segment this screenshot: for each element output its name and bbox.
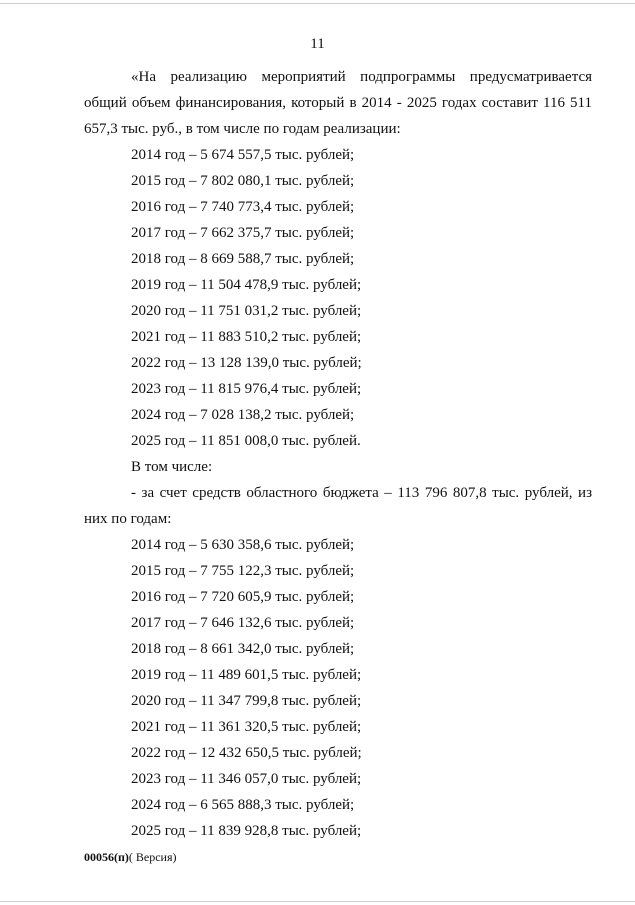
list-item: 2019 год – 11 504 478,9 тыс. рублей;	[131, 277, 362, 293]
list-item: 2024 год – 7 028 138,2 тыс. рублей;	[131, 407, 355, 423]
list-item: 2023 год – 11 815 976,4 тыс. рублей;	[131, 381, 362, 397]
years-total-list	[84, 142, 592, 454]
document-version: ( Версия)	[128, 850, 177, 864]
list-item: 2016 год – 7 740 773,4 тыс. рублей;	[131, 199, 355, 215]
list-item: 2025 год – 11 839 928,8 тыс. рублей;	[131, 823, 362, 839]
list-item: 2017 год – 7 646 132,6 тыс. рублей;	[131, 615, 355, 631]
document-footer	[84, 850, 177, 865]
list-item: 2017 год – 7 662 375,7 тыс. рублей;	[131, 225, 355, 241]
regional-budget-paragraph: - за счет средств областного бюджета – 113 796 807,8 тыс. рублей, из них по годам:	[84, 485, 592, 527]
scan-bottom-edge	[0, 901, 635, 902]
years-regional-list	[84, 532, 592, 844]
list-item: 2021 год – 11 361 320,5 тыс. рублей;	[131, 719, 362, 735]
list-item: 2022 год – 12 432 650,5 тыс. рублей;	[131, 745, 362, 761]
list-item: 2020 год – 11 751 031,2 тыс. рублей;	[131, 303, 362, 319]
scan-top-edge	[0, 3, 635, 4]
list-item: 2015 год – 7 755 122,3 тыс. рублей;	[131, 563, 355, 579]
list-item: 2022 год – 13 128 139,0 тыс. рублей;	[131, 355, 362, 371]
list-item: 2019 год – 11 489 601,5 тыс. рублей;	[131, 667, 362, 683]
list-item: 2025 год – 11 851 008,0 тыс. рублей.	[131, 433, 361, 449]
list-item: 2020 год – 11 347 799,8 тыс. рублей;	[131, 693, 362, 709]
list-item: 2014 год – 5 674 557,5 тыс. рублей;	[131, 147, 355, 163]
including-heading: В том числе:	[131, 459, 213, 475]
list-item: 2018 год – 8 669 588,7 тыс. рублей;	[131, 251, 355, 267]
list-item: 2021 год – 11 883 510,2 тыс. рублей;	[131, 329, 362, 345]
list-item: 2016 год – 7 720 605,9 тыс. рублей;	[131, 589, 355, 605]
document-code: 00056(п)	[84, 850, 129, 864]
list-item: 2024 год – 6 565 888,3 тыс. рублей;	[131, 797, 355, 813]
list-item: 2014 год – 5 630 358,6 тыс. рублей;	[131, 537, 355, 553]
list-item: 2018 год – 8 661 342,0 тыс. рублей;	[131, 641, 355, 657]
list-item: 2015 год – 7 802 080,1 тыс. рублей;	[131, 173, 355, 189]
page-number: 11	[310, 36, 325, 52]
document-body	[84, 64, 592, 844]
intro-paragraph: «На реализацию мероприятий подпрограммы предусматривается общий объем финансирования, который в 2014 - 2025 годах составит 116 511 657,3 тыс. руб., в том числе по годам реализации:	[84, 69, 592, 137]
list-item: 2023 год – 11 346 057,0 тыс. рублей;	[131, 771, 362, 787]
